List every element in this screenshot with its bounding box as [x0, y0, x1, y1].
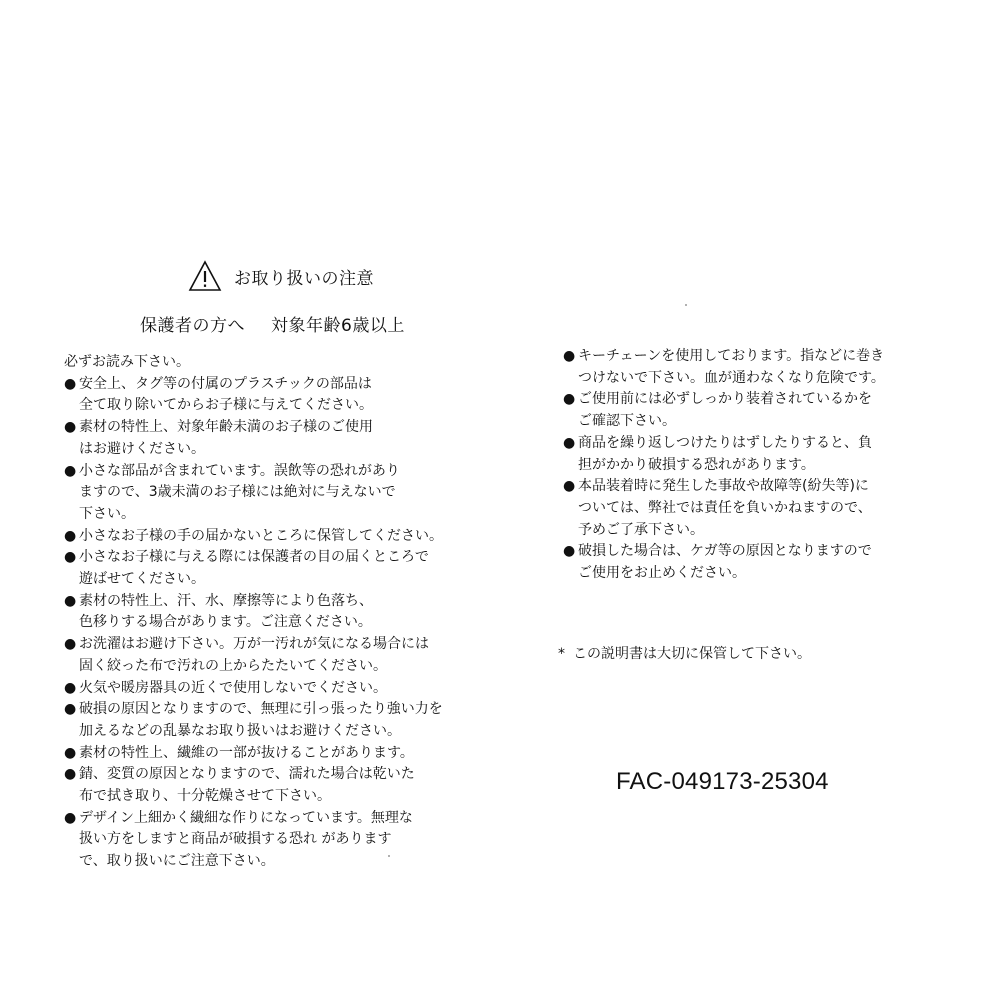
left-caution-item: [64, 764, 443, 807]
bullet-mark: ●: [64, 419, 77, 436]
target-age-label: 対象年齢6歳以上: [271, 316, 405, 336]
caution-line: 火気や暖房器具の近くで使用しないでください。: [79, 679, 387, 696]
caution-line: 本品装着時に発生した事故や故障等(紛失等)に: [578, 478, 869, 495]
caution-line: 遊ばせてください。: [79, 571, 205, 588]
bullet-mark: ●: [563, 478, 576, 495]
caution-line: 素材の特性上、繊維の一部が抜けることがあります。: [79, 744, 414, 761]
left-caution-item: [64, 547, 443, 590]
caution-line: はお避けください。: [79, 440, 205, 457]
caution-line: 破損の原因となりますので、無理に引っ張ったり強い力を: [79, 701, 443, 718]
caution-line: 加えるなどの乱暴なお取り扱いはお避けください。: [79, 722, 401, 739]
caution-line: 小さな部品が含まれています。誤飲等の恐れがあり: [79, 462, 400, 479]
caution-line: 錆、変質の原因となりますので、濡れた場合は乾いた: [79, 766, 415, 783]
caution-line: で、取り扱いにご注意下さい。: [79, 853, 275, 870]
right-caution-item: [563, 389, 885, 432]
product-code: FAC-049173-25304: [616, 768, 829, 795]
guardian-label: 保護者の方へ: [140, 316, 245, 336]
caution-line: 破損した場合は、ケガ等の原因となりますので: [578, 543, 872, 560]
caution-line: 小さなお子様に与える際には保護者の目の届くところで: [79, 549, 429, 566]
bullet-mark: ●: [563, 543, 576, 560]
caution-line: ご使用をお止めください。: [578, 565, 746, 582]
left-column-cautions: [64, 352, 443, 873]
left-caution-item: [64, 743, 443, 765]
bullet-mark: ●: [563, 434, 576, 451]
caution-line: 色移りする場合があります。ご注意ください。: [79, 614, 372, 631]
left-caution-item: [64, 417, 443, 460]
bullet-mark: ●: [64, 462, 77, 479]
print-speck: [685, 304, 687, 306]
bullet-mark: ●: [64, 592, 77, 609]
keep-manual-note: [558, 643, 811, 663]
bullet-mark: ●: [64, 701, 77, 718]
right-caution-item: [563, 476, 885, 541]
left-caution-item: [64, 374, 443, 417]
caution-line: 素材の特性上、汗、水、摩擦等により色落ち、: [79, 592, 373, 609]
left-caution-item: [64, 591, 443, 634]
bullet-mark: ●: [64, 549, 77, 566]
caution-line: ご確認下さい。: [578, 413, 676, 430]
left-caution-item: [64, 526, 443, 548]
caution-line: 固く絞った布で汚れの上からたたいてください。: [79, 657, 387, 674]
caution-line: 全て取り除いてからお子様に与えてください。: [79, 397, 373, 414]
title-row: [188, 258, 374, 294]
caution-line: キーチェーンを使用しております。指などに巻き: [578, 348, 885, 364]
bullet-mark: ●: [64, 766, 77, 783]
left-caution-item: [64, 699, 443, 742]
caution-line: 担がかかり破損する恐れがあります。: [578, 456, 815, 473]
left-caution-item: [64, 634, 443, 677]
caution-line: つけないで下さい。血が通わなくなり危険です。: [578, 369, 885, 386]
right-caution-item: [563, 346, 885, 389]
caution-line: ついては、弊社では責任を負いかねますので、: [578, 499, 872, 516]
warning-triangle-icon: [188, 260, 222, 292]
bullet-mark: ●: [64, 809, 77, 826]
caution-line: 下さい。: [79, 505, 135, 522]
bullet-mark: ●: [64, 636, 77, 653]
left-caution-item: [64, 461, 443, 526]
caution-line: 予めご了承下さい。: [578, 521, 704, 538]
note-asterisk: *: [558, 646, 565, 662]
bullet-mark: ●: [64, 375, 77, 392]
caution-line: 商品を繰り返しつけたりはずしたりすると、負: [578, 434, 872, 451]
right-caution-item: [563, 433, 885, 476]
bullet-mark: ●: [64, 744, 77, 761]
target-audience: [140, 311, 405, 336]
right-column-cautions: [563, 346, 885, 585]
intro-text: 必ずお読み下さい。: [64, 354, 190, 370]
caution-line: 布で拭き取り、十分乾燥させて下さい。: [79, 788, 331, 805]
caution-line: 素材の特性上、対象年齢未満のお子様のご使用: [79, 419, 373, 436]
caution-line: お洗濯はお避け下さい。万が一汚れが気になる場合には: [79, 636, 429, 653]
left-caution-item: [64, 808, 443, 873]
caution-line: デザイン上細かく繊細な作りになっています。無理な: [79, 809, 413, 826]
caution-line: ご使用前には必ずしっかり装着されているかを: [578, 391, 872, 408]
page-title: お取り扱いの注意: [234, 268, 374, 289]
left-caution-item: [64, 678, 443, 700]
note-text: この説明書は大切に保管して下さい。: [573, 646, 811, 662]
caution-line: 扱い方をしますと商品が破損する恐れ があります: [79, 831, 392, 848]
bullet-mark: ●: [64, 679, 77, 696]
caution-line: 安全上、タグ等の付属のプラスチックの部品は: [79, 375, 372, 392]
bullet-mark: ●: [563, 391, 576, 408]
print-speck: [388, 855, 390, 857]
caution-line: 小さなお子様の手の届かないところに保管してください。: [79, 527, 443, 544]
caution-line: ますので、3歳未満のお子様には絶対に与えないで: [79, 484, 396, 501]
right-caution-item: [563, 541, 885, 584]
bullet-mark: ●: [563, 348, 576, 364]
bullet-mark: ●: [64, 527, 77, 544]
